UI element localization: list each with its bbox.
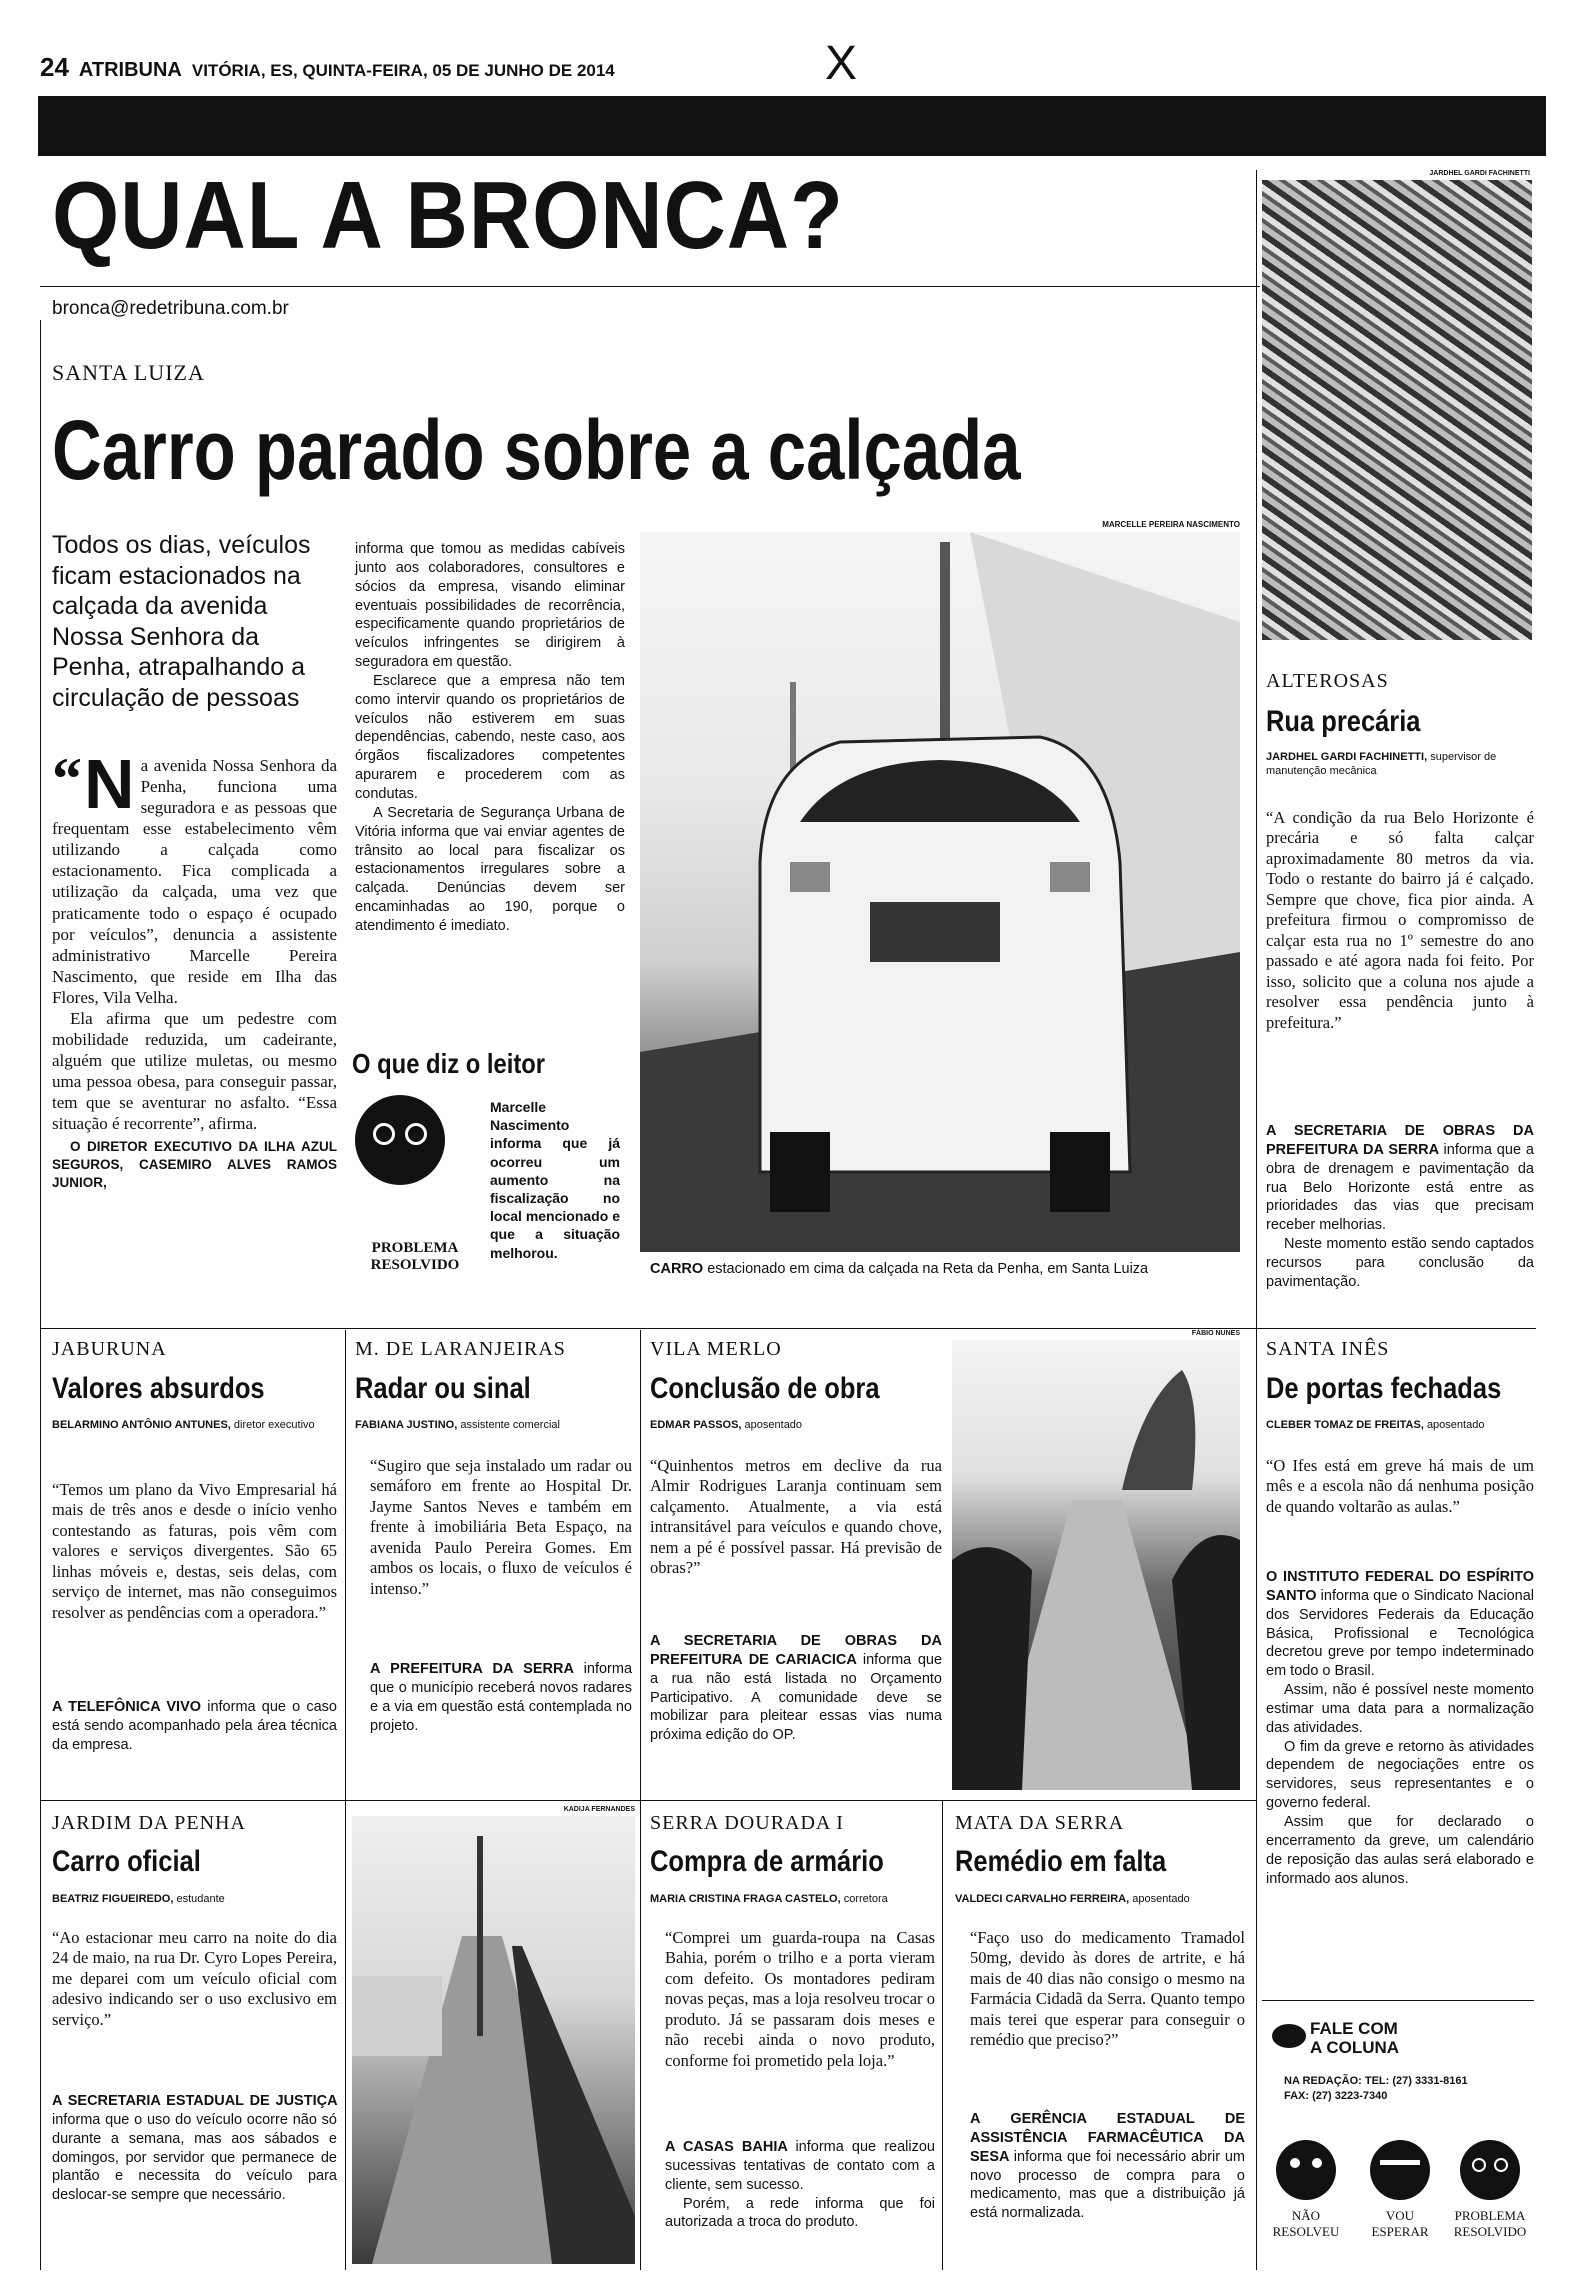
resp-bold: A GERÊNCIA ESTADUAL DE ASSISTÊNCIA FARMACÊUTICA DA SESA <box>970 2111 1245 2165</box>
resp-text: informa que o caso está sendo acompanhado pela área técnica da empresa. <box>52 1699 338 1753</box>
page-number: 24 <box>40 52 69 82</box>
resp-bold: A PREFEITURA DA SERRA <box>370 1661 574 1677</box>
reader-box-text: Marcelle Nascimento informa que já ocorreu um aumento na fiscalização no local mencionado e que a situação melhorou. <box>490 1099 620 1261</box>
contact-title <box>1310 2020 1399 2057</box>
resp-text-4: Assim que for declarado o encerramento da greve, um calendário de reposição das aulas será elaborado e informado aos alunos. <box>1266 1813 1534 1887</box>
laranjeiras-kicker: M. DE LARANJEIRAS <box>355 1338 566 1360</box>
jaburuna-title: Valores absurdos <box>52 1372 265 1405</box>
byline-role: corretora <box>843 1893 888 1905</box>
alterosas-response <box>1266 1122 1534 1292</box>
dirt-road-photo <box>952 1340 1240 1790</box>
jardim-penha-kicker: JARDIM DA PENHA <box>52 1812 246 1834</box>
byline-name: VALDECI CARVALHO FERREIRA, <box>955 1893 1130 1905</box>
jardim-penha-title: Carro oficial <box>52 1845 201 1878</box>
right-photo-credit: JARDHEL GARDI FACHINETTI <box>1429 170 1530 177</box>
row-rule-2 <box>40 1800 1256 1801</box>
dropcap: N <box>84 745 135 823</box>
byline-name: EDMAR PASSOS, <box>650 1419 742 1431</box>
status-line2: RESOLVIDO <box>370 1256 460 1273</box>
mata-serra-title: Remédio em falta <box>955 1845 1167 1878</box>
rule-right-column <box>1256 170 1257 2270</box>
main-photo <box>640 532 1240 1252</box>
main-body-col1 <box>52 745 337 1191</box>
mata-serra-response <box>970 2110 1245 2223</box>
vila-merlo-photo-credit: FÁBIO NUNES <box>1191 1330 1240 1337</box>
legend-line: NÃO <box>1291 2208 1321 2223</box>
main-p2: Ela afirma que um pedestre com mobilidade reduzida, um cadeirante, alguém que utilize muletas, ou mesmo uma pessoa obesa, para conseguir passar, tem que se aventurar no asfalto. “Essa situação é recorrente”, afirma. <box>52 1008 337 1134</box>
byline-role: supervisor de manutenção mecânica <box>1266 751 1497 778</box>
black-banner <box>38 96 1546 156</box>
alterosas-quote: “A condição da rua Belo Horizonte é precária e só falta calçar aproximadamente 80 metros da via. Todo o restante do bairro já é calçado. Sempre que chove, fica pior ainda. A prefeitura firmou o compromisso de calçar esta rua no 1º semestre do ano passado e até agora nada foi feito. Por isso, solicito que a coluna nos ajude a resolver essa pendência junto à prefeitura.” <box>1266 808 1534 1032</box>
santa-ines-kicker: SANTA INÊS <box>1266 1338 1390 1360</box>
speech-bubble-icon <box>1272 2024 1306 2048</box>
legend-vou-esperar <box>1358 2208 1442 2239</box>
main-p3-bold: O DIRETOR EXECUTIVO DA ILHA AZUL SEGUROS, CASEMIRO ALVES RAMOS JUNIOR, <box>52 1139 337 1190</box>
vila-merlo-byline <box>650 1418 910 1432</box>
resp-bold: O INSTITUTO FEDERAL DO ESPÍRITO SANTO <box>1266 1569 1534 1604</box>
contact-tel[interactable]: NA REDAÇÃO: TEL: (27) 3331-8161 <box>1284 2075 1468 2087</box>
alterosas-kicker: ALTEROSAS <box>1266 670 1389 692</box>
serra-dourada-response <box>665 2138 935 2232</box>
column-email[interactable]: bronca@redetribuna.com.br <box>52 298 289 319</box>
contact-title-line2: A COLUNA <box>1310 2037 1400 2057</box>
resolved-face-icon <box>355 1095 445 1185</box>
byline-role: estudante <box>176 1893 225 1905</box>
face-eye <box>405 1123 427 1145</box>
legend-line: ESPERAR <box>1371 2223 1429 2239</box>
alterosas-title: Rua precária <box>1266 705 1421 738</box>
vila-merlo-kicker: VILA MERLO <box>650 1338 782 1360</box>
place-date: VITÓRIA, ES, QUINTA-FEIRA, 05 DE JUNHO DE 2014 <box>191 61 615 80</box>
resp-text: informa que a obra de drenagem e pavimentação da rua Belo Horizonte está entre as prioridades das vias que precisam receber melhorias. <box>1266 1141 1534 1234</box>
byline-role: aposentado <box>1132 1893 1190 1905</box>
vila-merlo-quote: “Quinhentos metros em declive da rua Almir Rodrigues Laranja continuam sem calçamento. Atualmente, a via está intransitável para veículos e quando chove, nem a pé é possível passar. Há previsão de obras?” <box>650 1456 942 1578</box>
street-photo <box>352 1816 635 2264</box>
face-eye <box>1290 2158 1300 2168</box>
caption-text: estacionado em cima da calçada na Reta da Penha, em Santa Luiza <box>707 1261 1149 1277</box>
happy-face-icon <box>1460 2140 1520 2200</box>
byline-name: MARIA CRISTINA FRAGA CASTELO, <box>650 1893 841 1905</box>
paper-name: ATRIBUNA <box>78 59 182 81</box>
resp-bold: A TELEFÔNICA VIVO <box>52 1699 202 1715</box>
parked-car-photo <box>640 532 1240 1252</box>
face-brow <box>1380 2160 1420 2165</box>
jaburuna-byline <box>52 1418 337 1432</box>
quote-mark-icon: “ <box>52 746 82 812</box>
legend-resolvido <box>1448 2208 1532 2239</box>
jardim-penha-byline <box>52 1892 337 1906</box>
byline-name: JARDHEL GARDI FACHINETTI, <box>1266 751 1428 763</box>
legend-line: PROBLEMA <box>1454 2208 1526 2223</box>
column-title: QUAL A BRONCA? <box>52 162 844 269</box>
main-caption <box>650 1260 1250 1279</box>
resp-text: informa que realizou sucessivas tentativas de contato com a cliente, sem sucesso. <box>665 2139 935 2193</box>
resp-text: informa que a rua não está listada no Orçamento Participativo. A comunidade deve se mobilizar para pleitear essas vias numa próxima edição do OP. <box>650 1651 943 1744</box>
caption-bold: CARRO <box>650 1261 704 1277</box>
page-header <box>40 52 615 83</box>
byline-name: CLEBER TOMAZ DE FREITAS, <box>1266 1419 1424 1431</box>
santa-ines-response <box>1266 1568 1534 1888</box>
byline-name: FABIANA JUSTINO, <box>355 1419 458 1431</box>
face-eye <box>373 1123 395 1145</box>
handwritten-mark: X <box>825 37 858 90</box>
vila-merlo-title: Conclusão de obra <box>650 1372 880 1405</box>
serra-dourada-kicker: SERRA DOURADA I <box>650 1812 844 1834</box>
main-headline: Carro parado sobre a calçada <box>52 403 1021 497</box>
main-kicker: SANTA LUIZA <box>52 360 205 385</box>
resp-bold: A SECRETARIA DE OBRAS DA PREFEITURA DE CARIACICA <box>650 1633 942 1668</box>
resp-bold: A SECRETARIA ESTADUAL DE JUSTIÇA <box>52 2093 337 2109</box>
resp-bold: A CASAS BAHIA <box>665 2139 788 2155</box>
face-eye <box>1494 2158 1508 2172</box>
mata-serra-byline <box>955 1892 1245 1906</box>
legend-line: RESOLVIDO <box>1453 2223 1527 2239</box>
resp-bold: A SECRETARIA DE OBRAS DA PREFEITURA DA SERRA <box>1266 1123 1534 1158</box>
resp-text-2: Neste momento estão sendo captados recursos para conclusão da pavimentação. <box>1266 1236 1534 1290</box>
jaburuna-response <box>52 1698 337 1755</box>
resp-text: informa que foi necessário abrir um novo processo de compra para o medicamento, mas que a distribuição já está normalizada. <box>970 2148 1245 2222</box>
resp-text: informa que o uso do veículo ocorre não só durante a semana, mas aos sábados e domingos, por servidor que permanece de plantão e necessita do veículo para deslocar-se sempre que necessário. <box>52 2111 337 2204</box>
vila-merlo-photo <box>952 1340 1240 1790</box>
contact-rule <box>1262 2000 1534 2001</box>
jardim-penha-quote: “Ao estacionar meu carro na noite do dia 24 de maio, na rua Dr. Cyro Lopes Pereira, me deparei com um veículo oficial com adesivo indicando ser o uso exclusivo em serviço.” <box>52 1928 337 2029</box>
legend-line: RESOLVEU <box>1272 2223 1340 2239</box>
main-p1: a avenida Nossa Senhora da Penha, funciona uma seguradora e as pessoas que frequentam esse estabelecimento vêm utilizando a calçada como estacionamento. Fica complicada a utilização da calçada, uma vez que praticamente todo o espaço é ocupado por veículos”, denuncia a assistente administrativo Marcelle Pereira Nascimento, que reside em Ilha das Flores, Vila Velha. <box>52 756 337 1007</box>
byline-role: assistente comercial <box>460 1419 560 1431</box>
byline-role: aposentado <box>1426 1419 1485 1431</box>
santa-ines-title: De portas fechadas <box>1266 1372 1502 1405</box>
resp-text: informa que o Sindicato Nacional dos Servidores Federais da Educação Básica, Profissional e Tecnológica decretou greve por tempo indeterminado em todo o Brasil. <box>1266 1587 1535 1680</box>
jaburuna-quote: “Temos um plano da Vivo Empresarial há mais de três anos e desde o início venho contestando as faturas, pois vêm com valores e serviços divergentes. São 65 linhas móveis e, destas, seis delas, com serviço de internet, mas não conseguimos resolver as pendências com a operadora.” <box>52 1480 337 1622</box>
jardim-penha-response <box>52 2092 337 2205</box>
rule-left <box>40 320 41 2270</box>
resp-text-3: O fim da greve e retorno às atividades dependem de negociações entre os servidores, seus representantes e o governo federal. <box>1266 1738 1534 1812</box>
contact-info <box>1284 2074 1468 2105</box>
main-lead: Todos os dias, veículos ficam estacionados na calçada da avenida Nossa Senhora da Penha, atrapalhando a circulação de pessoas <box>52 531 311 712</box>
serra-dourada-byline <box>650 1892 935 1906</box>
byline-role: diretor executivo <box>233 1419 315 1431</box>
main-p5: A Secretaria de Segurança Urbana de Vitória informa que vai enviar agentes de trânsito ao local para fiscalizar os estacionamentos irregulares sobre a calçada. Denúncias devem ser encaminhadas ao 190, porque o atendimento é imediato. <box>355 804 625 934</box>
main-p4: Esclarece que a empresa não tem como intervir quando os proprietários de veículos não estiverem em suas dependências, cabendo, neste caso, aos órgãos fiscalizadores competentes apurarem e procederem com as condutas. <box>355 672 625 802</box>
legend-nao-resolveu <box>1264 2208 1348 2239</box>
rule <box>40 286 1260 287</box>
laranjeiras-response <box>370 1660 632 1735</box>
main-photo-credit: MARCELLE PEREIRA NASCIMENTO <box>1102 520 1240 529</box>
laranjeiras-byline <box>355 1418 635 1432</box>
laranjeiras-quote: “Sugiro que seja instalado um radar ou semáforo em frente ao Hospital Dr. Jayme Santos Neves e também em frente à imobiliária Beta Espaço, na avenida Paulo Pereira Gomes. Em ambos os locais, o fluxo de veículos é intenso.” <box>370 1456 632 1598</box>
resp-text: informa que o município receberá novos radares e a via em questão está contemplada no projeto. <box>370 1661 633 1734</box>
waiting-face-icon <box>1370 2140 1430 2200</box>
mata-serra-kicker: MATA DA SERRA <box>955 1812 1125 1834</box>
resp-text-2: Assim, não é possível neste momento estimar uma data para a normalização das atividades. <box>1266 1682 1534 1736</box>
alterosas-byline <box>1266 750 1526 779</box>
serra-dourada-quote: “Comprei um guarda-roupa na Casas Bahia, porém o trilho e a porta vieram com defeito. Os montadores pediram novas peças, mas a loja resolveu trocar o produto. Já se passaram dois meses e não recebi ainda o novo produto, conforme foi prometido pela loja.” <box>665 1928 935 2070</box>
face-eye <box>1312 2158 1322 2168</box>
contact-fax[interactable]: FAX: (27) 3223-7340 <box>1284 2090 1388 2103</box>
sad-face-icon <box>1276 2140 1336 2200</box>
legend-line: VOU <box>1385 2208 1415 2223</box>
main-p3-rest: informa que tomou as medidas cabíveis junto aos colaboradores, consultores e sócios da empresa, visando eliminar eventuais possibilidades de recorrência, especificamente quando proprietários de veículos infringentes se dirigirem à seguradora em questão. <box>355 541 625 671</box>
col-rule <box>345 1330 346 2270</box>
resp-text-2: Porém, a rede informa que foi autorizada a troca do produto. <box>665 2195 935 2231</box>
vila-merlo-response <box>650 1632 942 1745</box>
reader-box-status <box>355 1240 475 1273</box>
santa-ines-byline <box>1266 1418 1534 1432</box>
jardim-penha-photo <box>352 1816 635 2264</box>
byline-role: aposentado <box>744 1419 803 1431</box>
byline-name: BELARMINO ANTÔNIO ANTUNES, <box>52 1419 231 1431</box>
col-rule <box>942 1800 943 2270</box>
jaburuna-kicker: JABURUNA <box>52 1338 167 1360</box>
byline-name: BEATRIZ FIGUEIREDO, <box>52 1893 174 1905</box>
laranjeiras-title: Radar ou sinal <box>355 1372 531 1405</box>
col-rule <box>640 1330 641 2270</box>
contact-title-line1: FALE COM <box>1310 2019 1398 2038</box>
santa-ines-quote: “O Ifes está em greve há mais de um mês e a escola não dá nenhuma posição de quando voltarão as aulas.” <box>1266 1456 1534 1516</box>
serra-dourada-title: Compra de armário <box>650 1845 884 1878</box>
face-eye <box>1472 2158 1486 2172</box>
row-rule-1 <box>40 1328 1536 1329</box>
jardim-penha-photo-credit: KADIJA FERNANDES <box>563 1806 635 1813</box>
main-body-col2 <box>355 540 625 936</box>
mata-serra-quote: “Faço uso do medicamento Tramadol 50mg, devido às dores de artrite, e há mais de 40 dias não consigo o mesmo na Farmácia Cidadã da Serra. Quanto tempo mais terei que esperar para conseguir o remédio que preciso?” <box>970 1928 1245 2050</box>
reader-box-title: O que diz o leitor <box>352 1048 546 1079</box>
status-line1: PROBLEMA <box>371 1240 459 1256</box>
right-photo <box>1262 180 1532 640</box>
